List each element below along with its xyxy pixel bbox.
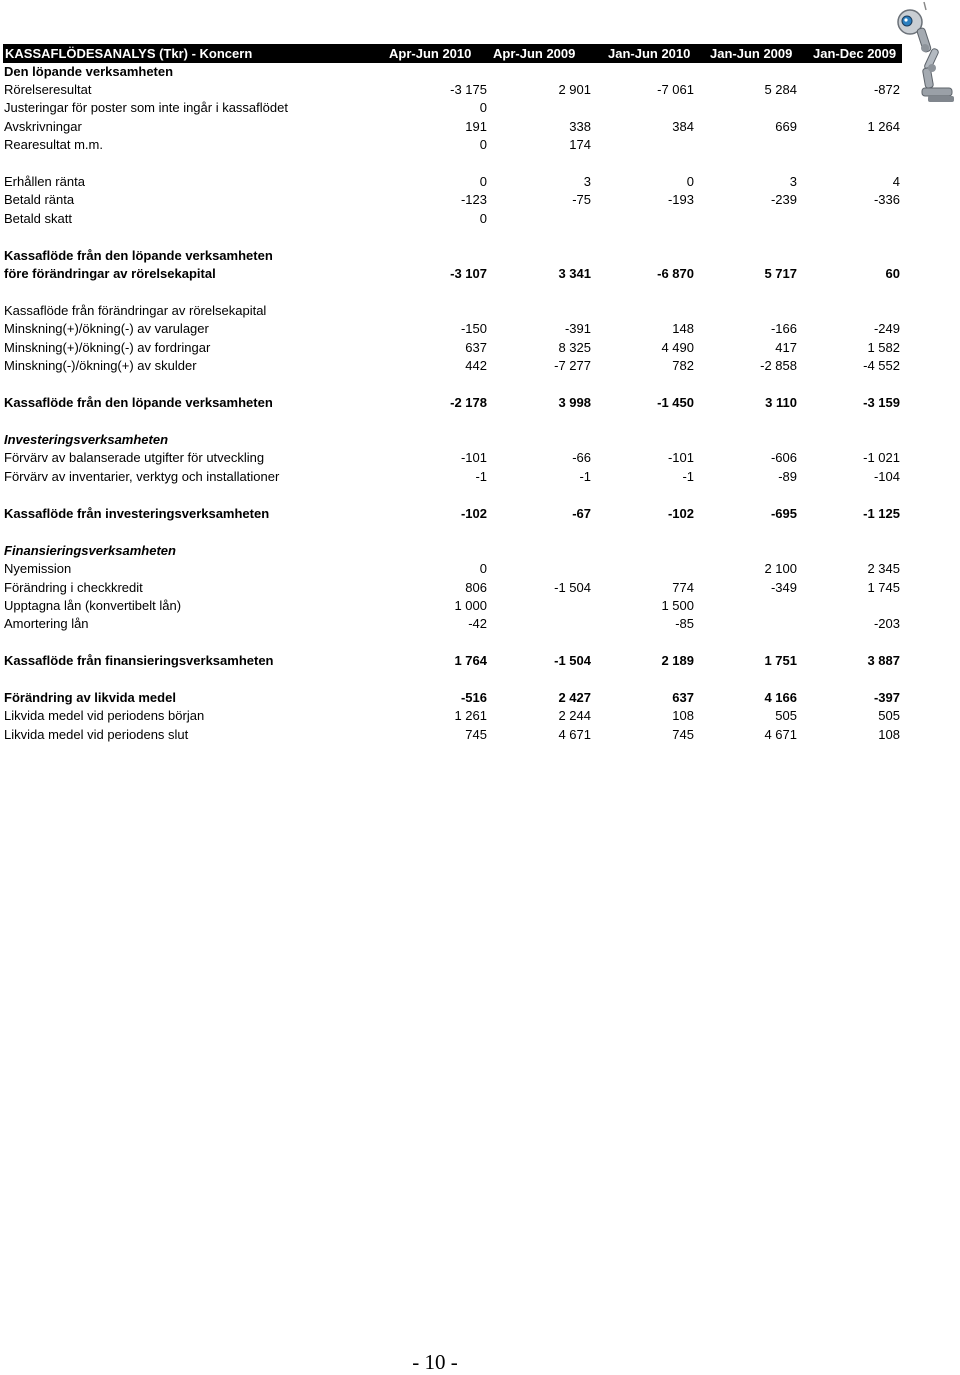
table-cell: -85 xyxy=(675,616,694,631)
table-row xyxy=(0,505,960,523)
table-cell: -104 xyxy=(873,469,900,484)
table-cell: -3 159 xyxy=(863,395,900,410)
row-label: Finansieringsverksamheten xyxy=(4,543,176,558)
row-label: Nyemission xyxy=(4,561,72,576)
table-row xyxy=(0,63,960,81)
row-label: Förvärv av inventarier, verktyg och installationer xyxy=(4,469,280,484)
table-cell: 108 xyxy=(878,727,900,742)
table-cell: 417 xyxy=(775,340,797,355)
table-cell: -3 175 xyxy=(450,82,487,97)
table-cell: -1 504 xyxy=(554,653,591,668)
table-cell: 637 xyxy=(672,690,694,705)
table-cell: -203 xyxy=(873,616,900,631)
row-label: Avskrivningar xyxy=(4,119,82,134)
table-cell: 745 xyxy=(465,727,487,742)
table-cell: 1 261 xyxy=(454,708,487,723)
table-cell: -695 xyxy=(770,506,797,521)
table-row xyxy=(0,247,960,265)
row-label: Rearesultat m.m. xyxy=(4,137,103,152)
table-cell: 4 xyxy=(892,174,900,189)
table-cell: -391 xyxy=(564,321,591,336)
row-label: Erhållen ränta xyxy=(4,174,85,189)
table-cell: 338 xyxy=(569,119,591,134)
table-cell: -1 xyxy=(475,469,487,484)
robot-mascot-icon xyxy=(888,0,960,108)
table-cell: 2 189 xyxy=(661,653,694,668)
table-cell: 4 490 xyxy=(661,340,694,355)
table-cell: 0 xyxy=(479,211,487,226)
table-header xyxy=(3,44,902,63)
row-label: Minskning(+)/ökning(-) av fordringar xyxy=(4,340,211,355)
table-row xyxy=(0,707,960,725)
table-cell: -89 xyxy=(778,469,797,484)
column-header: Apr-Jun 2009 xyxy=(493,46,576,61)
table-cell: -7 061 xyxy=(657,82,694,97)
table-row xyxy=(0,579,960,597)
table-cell: -1 450 xyxy=(657,395,694,410)
row-label: Rörelseresultat xyxy=(4,82,92,97)
table-row xyxy=(0,394,960,412)
table-cell: -7 277 xyxy=(554,358,591,373)
table-cell: 1 500 xyxy=(661,598,694,613)
table-cell: 2 427 xyxy=(558,690,591,705)
row-label: Kassaflöde från den löpande verksamheten xyxy=(4,248,273,263)
row-label: Förändring av likvida medel xyxy=(4,690,176,705)
column-header: Jan-Jun 2010 xyxy=(608,46,691,61)
table-row xyxy=(0,265,960,283)
table-cell: 5 284 xyxy=(764,82,797,97)
table-cell: 505 xyxy=(878,708,900,723)
table-title: KASSAFLÖDESANALYS (Tkr) - Koncern xyxy=(5,46,253,61)
table-cell: -150 xyxy=(460,321,487,336)
table-cell: -1 125 xyxy=(863,506,900,521)
table-cell: 1 582 xyxy=(867,340,900,355)
table-cell: 2 244 xyxy=(558,708,591,723)
table-cell: 2 100 xyxy=(764,561,797,576)
table-row xyxy=(0,339,960,357)
table-cell: -193 xyxy=(667,192,694,207)
column-header: Jan-Jun 2009 xyxy=(710,46,793,61)
table-row xyxy=(0,320,960,338)
table-cell: -872 xyxy=(873,82,900,97)
column-header: Jan-Dec 2009 xyxy=(813,46,897,61)
table-row xyxy=(0,99,960,117)
table-cell: 3 341 xyxy=(558,266,591,281)
row-label: Förvärv av balanserade utgifter för utveckling xyxy=(4,450,265,465)
row-label: Minskning(-)/ökning(+) av skulder xyxy=(4,358,197,373)
table-cell: -102 xyxy=(667,506,694,521)
table-cell: 1 751 xyxy=(764,653,797,668)
row-label: Kassaflöde från den löpande verksamheten xyxy=(4,395,273,410)
table-cell: 2 345 xyxy=(867,561,900,576)
column-header: Apr-Jun 2010 xyxy=(389,46,472,61)
table-cell: 0 xyxy=(479,561,487,576)
row-label: Betald skatt xyxy=(4,211,72,226)
table-cell: 1 000 xyxy=(454,598,487,613)
table-row xyxy=(0,652,960,670)
table-cell: 782 xyxy=(672,358,694,373)
table-cell: -75 xyxy=(572,192,591,207)
row-label: före förändringar av rörelsekapital xyxy=(4,266,216,281)
table-cell: -1 xyxy=(579,469,591,484)
table-row xyxy=(0,560,960,578)
row-label: Minskning(+)/ökning(-) av varulager xyxy=(4,321,209,336)
row-label: Kassaflöde från finansieringsverksamheten xyxy=(4,653,274,668)
table-cell: -123 xyxy=(460,192,487,207)
row-label: Förändring i checkkredit xyxy=(4,580,143,595)
table-cell: -1 xyxy=(682,469,694,484)
table-cell: 1 764 xyxy=(454,653,487,668)
table-cell: -606 xyxy=(770,450,797,465)
table-cell: -101 xyxy=(667,450,694,465)
table-cell: 0 xyxy=(686,174,694,189)
table-row xyxy=(0,468,960,486)
table-cell: 3 887 xyxy=(867,653,900,668)
page-number: - 10 - xyxy=(412,1350,458,1374)
table-cell: 1 745 xyxy=(867,580,900,595)
table-row xyxy=(0,302,960,320)
table-cell: 442 xyxy=(465,358,487,373)
table-cell: 0 xyxy=(479,174,487,189)
table-cell: -66 xyxy=(572,450,591,465)
row-label: Justeringar för poster som inte ingår i kassaflödet xyxy=(4,100,288,115)
table-cell: 4 671 xyxy=(764,727,797,742)
table-cell: -6 870 xyxy=(657,266,694,281)
table-cell: 3 998 xyxy=(558,395,591,410)
table-cell: -1 021 xyxy=(863,450,900,465)
table-cell: 0 xyxy=(479,100,487,115)
table-cell: -166 xyxy=(770,321,797,336)
table-cell: 3 xyxy=(789,174,797,189)
row-label: Upptagna lån (konvertibelt lån) xyxy=(4,598,182,613)
table-cell: 0 xyxy=(479,137,487,152)
table-row xyxy=(0,173,960,191)
table-row xyxy=(0,597,960,615)
table-cell: 745 xyxy=(672,727,694,742)
table-row xyxy=(0,449,960,467)
table-cell: -336 xyxy=(873,192,900,207)
table-cell: 108 xyxy=(672,708,694,723)
table-cell: -4 552 xyxy=(863,358,900,373)
row-label: Amortering lån xyxy=(4,616,89,631)
table-cell: 5 717 xyxy=(764,266,797,281)
table-cell: 2 901 xyxy=(558,82,591,97)
table-cell: 384 xyxy=(672,119,694,134)
table-cell: -67 xyxy=(572,506,591,521)
table-cell: 774 xyxy=(672,580,694,595)
table-cell: -516 xyxy=(460,690,487,705)
table-cell: 191 xyxy=(465,119,487,134)
table-cell: 148 xyxy=(672,321,694,336)
table-row xyxy=(0,357,960,375)
table-cell: -249 xyxy=(873,321,900,336)
table-cell: -239 xyxy=(770,192,797,207)
table-cell: 1 264 xyxy=(867,119,900,134)
table-cell: 637 xyxy=(465,340,487,355)
table-cell: -397 xyxy=(873,690,900,705)
table-row xyxy=(0,726,960,744)
table-cell: 174 xyxy=(569,137,591,152)
table-row xyxy=(0,615,960,633)
table-cell: 4 671 xyxy=(558,727,591,742)
table-cell: 3 xyxy=(583,174,591,189)
table-row xyxy=(0,431,960,449)
table-cell: -101 xyxy=(460,450,487,465)
table-cell: -2 858 xyxy=(760,358,797,373)
table-cell: -3 107 xyxy=(450,266,487,281)
table-row xyxy=(0,689,960,707)
table-row xyxy=(0,191,960,209)
table-cell: -1 504 xyxy=(554,580,591,595)
table-cell: 669 xyxy=(775,119,797,134)
table-cell: 806 xyxy=(465,580,487,595)
row-label: Kassaflöde från investeringsverksamheten xyxy=(4,506,270,521)
table-row xyxy=(0,136,960,154)
table-cell: 3 110 xyxy=(765,395,797,410)
row-label: Likvida medel vid periodens slut xyxy=(4,727,189,742)
row-label: Den löpande verksamheten xyxy=(4,64,174,79)
table-cell: -102 xyxy=(460,506,487,521)
table-cell: 8 325 xyxy=(558,340,591,355)
table-cell: -42 xyxy=(468,616,487,631)
table-cell: 60 xyxy=(885,266,900,281)
table-row xyxy=(0,118,960,136)
table-cell: -2 178 xyxy=(450,395,487,410)
table-cell: -349 xyxy=(770,580,797,595)
table-row xyxy=(0,81,960,99)
table-row xyxy=(0,210,960,228)
table-cell: 4 166 xyxy=(764,690,797,705)
row-label: Betald ränta xyxy=(4,192,75,207)
row-label: Investeringsverksamheten xyxy=(4,432,169,447)
row-label: Likvida medel vid periodens början xyxy=(4,708,205,723)
row-label: Kassaflöde från förändringar av rörelsekapital xyxy=(4,303,267,318)
table-cell: 505 xyxy=(775,708,797,723)
table-row xyxy=(0,542,960,560)
